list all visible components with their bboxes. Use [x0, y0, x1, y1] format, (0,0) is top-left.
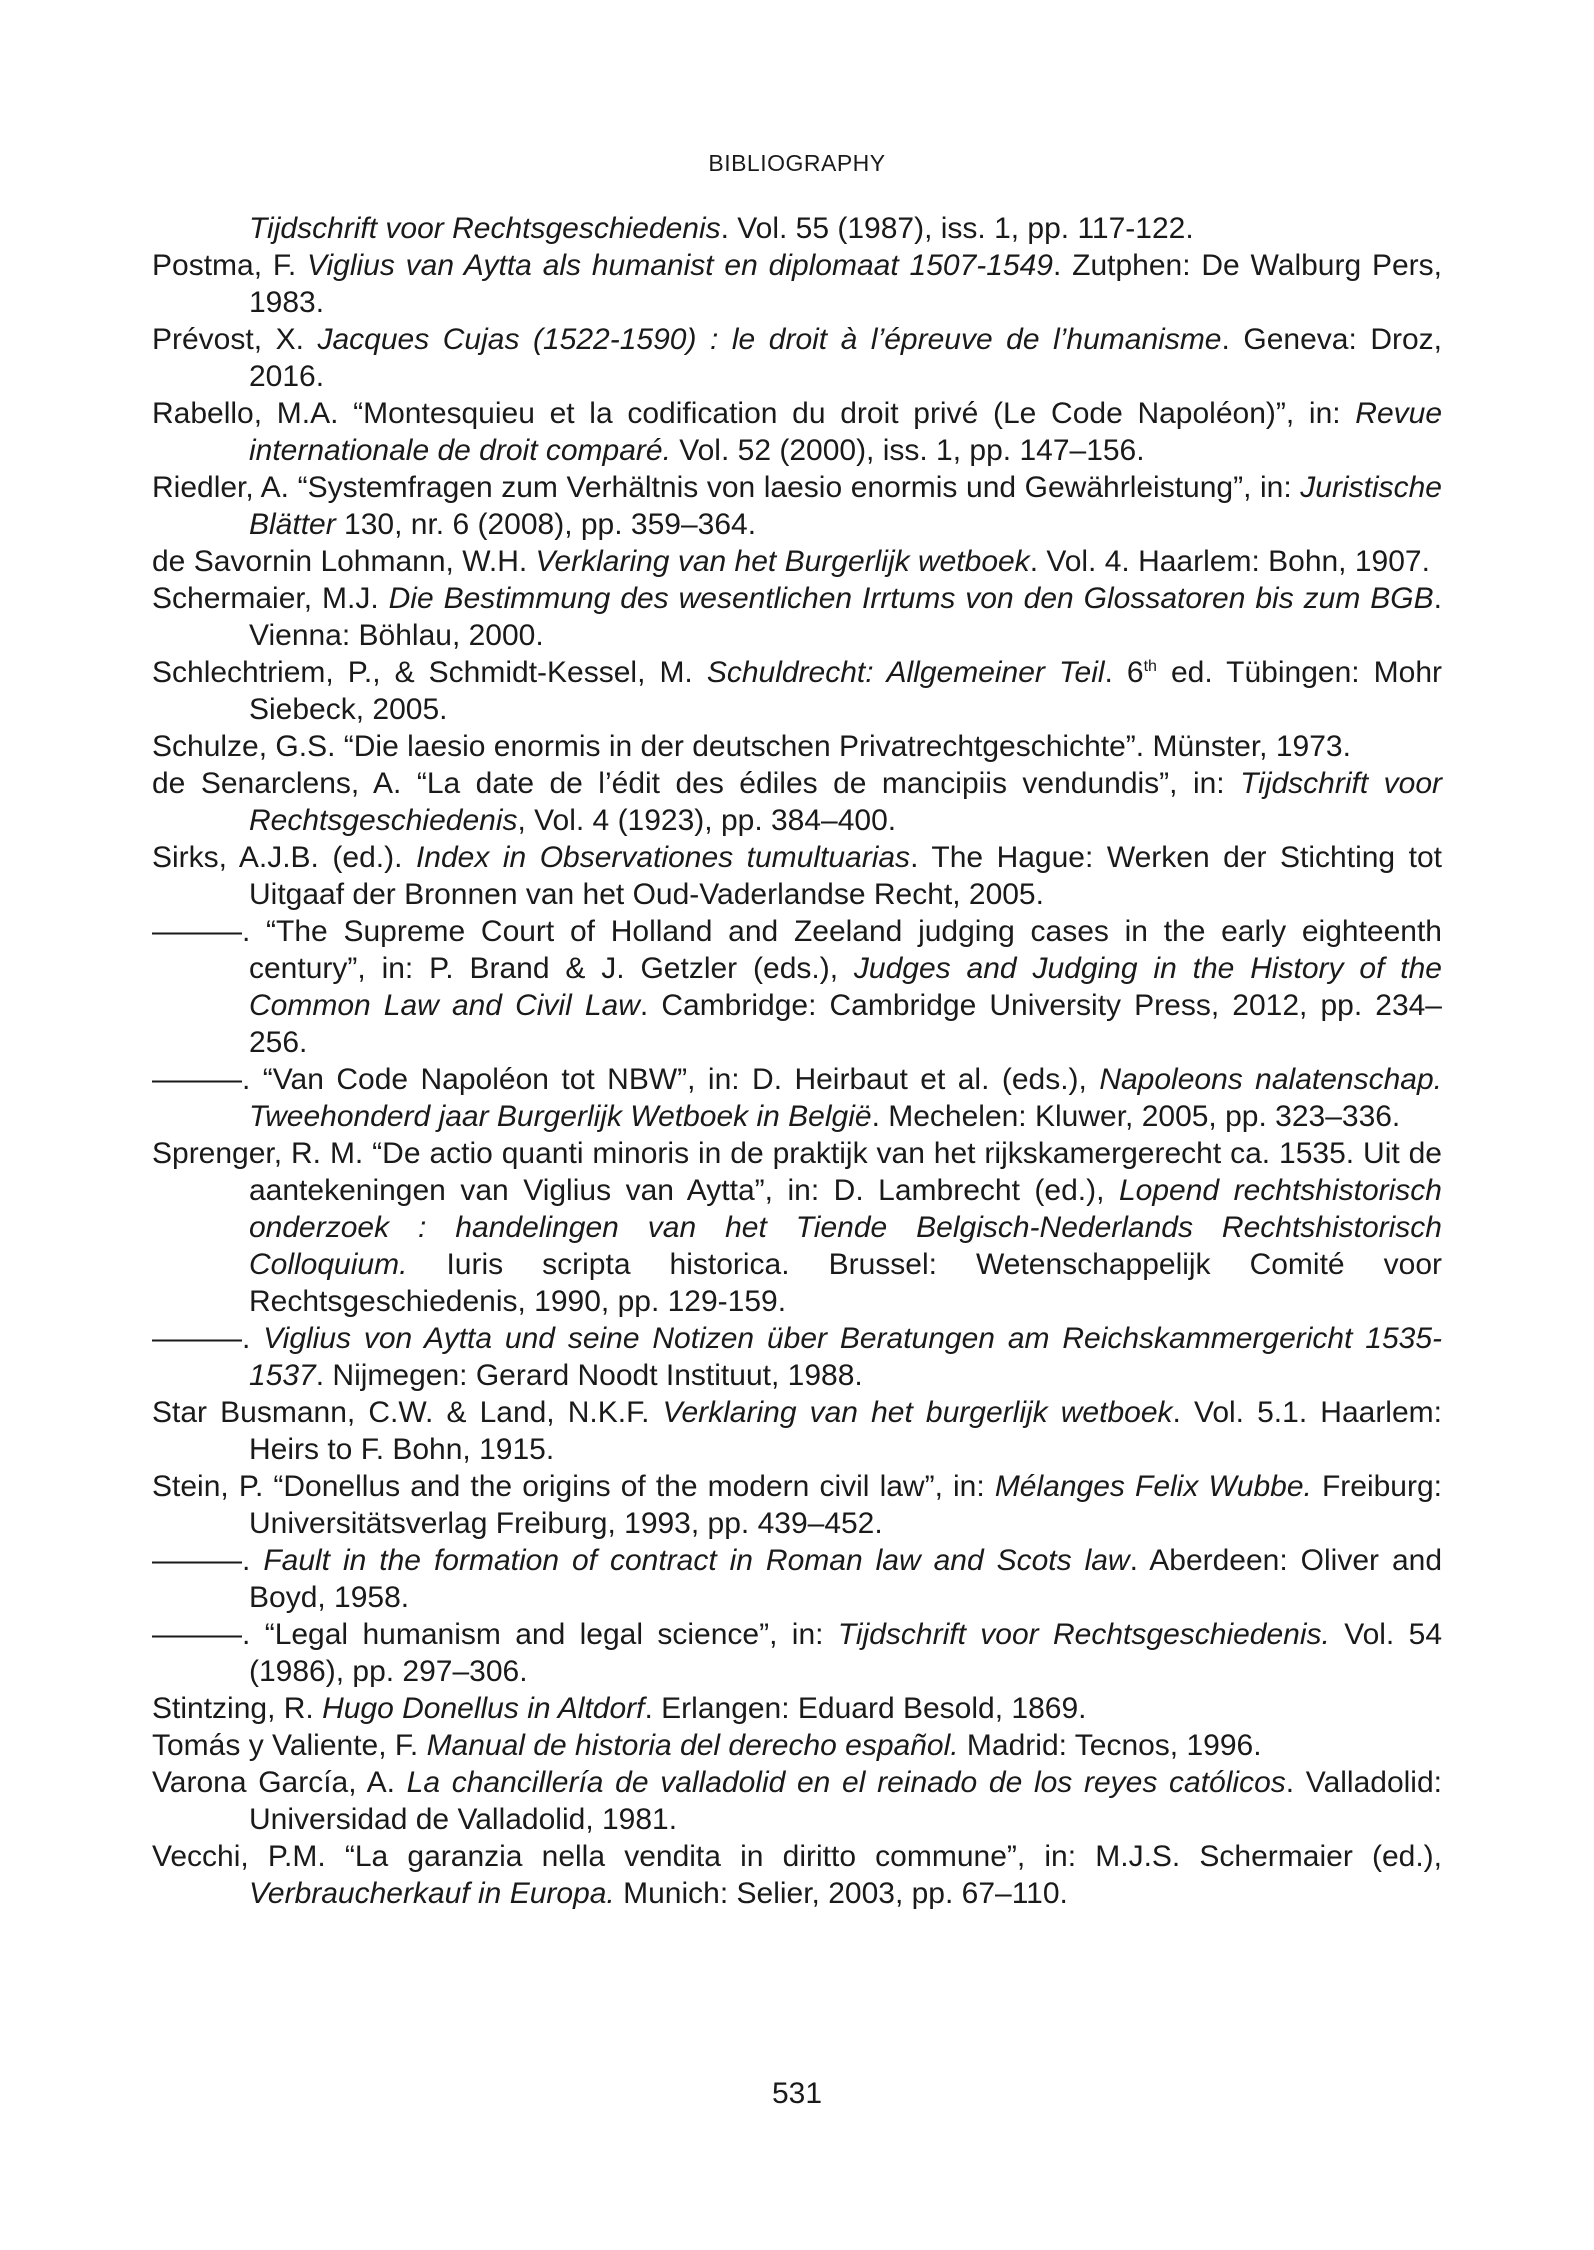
bibliography-entry [152, 1468, 1442, 1542]
bibliography-list [152, 210, 1442, 1912]
entry-segment: Stintzing, R. [152, 1692, 323, 1725]
bibliography-entry [152, 580, 1442, 654]
entry-segment: ———. [152, 1322, 264, 1355]
entry-segment: Schermaier, M.J. [152, 582, 389, 615]
entry-segment: Prévost, X. [152, 323, 318, 356]
bibliography-entry [152, 1320, 1442, 1394]
entry-segment: ———. “The Supreme Court of Holland and Zeeland judging cases in the early eighteenth century”, in: P. Brand & J. Getzler (eds.), [152, 915, 1442, 985]
entry-segment: . The Hague: Werken der Stichting tot Uitgaaf der Bronnen van het Oud-Vaderlandse Recht, 2005. [249, 841, 1442, 911]
entry-segment: . Mechelen: Kluwer, 2005, pp. 323–336. [871, 1100, 1401, 1133]
entry-segment: Schuldrecht: Allgemeiner Teil [706, 656, 1105, 689]
entry-segment: Stein, P. “Donellus and the origins of the modern civil law”, in: [152, 1470, 995, 1503]
bibliography-entry [152, 210, 1442, 247]
bibliography-entry [152, 1061, 1442, 1135]
entry-segment: Napoleons nalatenschap. Tweehonderd jaar Burgerlijk Wetboek in België [249, 1063, 1442, 1133]
bibliography-entry [152, 1838, 1442, 1912]
entry-segment: ———. [152, 1544, 264, 1577]
bibliography-entry [152, 765, 1442, 839]
entry-segment: . Cambridge: Cambridge University Press, 2012, pp. 234–256. [249, 989, 1442, 1059]
bibliography-entry [152, 395, 1442, 469]
entry-segment: . Geneva: Droz, 2016. [249, 323, 1443, 393]
entry-segment: . Vol. 55 (1987), iss. 1, pp. 117-122. [720, 212, 1194, 245]
entry-segment: . Aberdeen: Oliver and Boyd, 1958. [249, 1544, 1443, 1614]
bibliography-entry [152, 654, 1442, 728]
entry-segment: Verbraucherkauf in Europa. [249, 1877, 615, 1910]
entry-segment: Riedler, A. “Systemfragen zum Verhältnis von laesio enormis und Gewährleistung”, in: [152, 471, 1301, 504]
entry-segment: Verklaring van het Burgerlijk wetboek [535, 545, 1030, 578]
entry-segment: Vol. 52 (2000), iss. 1, pp. 147–156. [670, 434, 1145, 467]
superscript-ordinal: th [1143, 658, 1157, 675]
entry-segment: . Zutphen: De Walburg Pers, 1983. [249, 249, 1442, 319]
bibliography-entry [152, 913, 1442, 1061]
bibliography-entry [152, 1135, 1442, 1320]
entry-segment: Viglius van Aytta als humanist en diplomaat 1507-1549 [307, 249, 1053, 282]
page-number: 531 [771, 2077, 823, 2110]
entry-segment: Die Bestimmung des wesentlichen Irrtums von den Glossatoren bis zum BGB [388, 582, 1434, 615]
bibliography-entry [152, 728, 1442, 765]
entry-segment: ———. “Legal humanism and legal science”, in: [152, 1618, 838, 1651]
entry-segment: Iuris scripta historica. Brussel: Wetenschappelijk Comité voor Rechtsgeschiedenis, 1990, pp. 129-159. [249, 1248, 1442, 1318]
entry-segment: Hugo Donellus in Altdorf [322, 1692, 645, 1725]
entry-segment: ed. Tübingen: Mohr Siebeck, 2005. [249, 656, 1442, 726]
entry-segment: . Valladolid: Universidad de Valladolid, 1981. [249, 1766, 1442, 1836]
entry-segment: Vecchi, P.M. “La garanzia nella vendita in diritto commune”, in: M.J.S. Schermaier (ed.), [152, 1840, 1442, 1873]
entry-segment: Viglius von Aytta und seine Notizen über Beratungen am Reichskammergericht 1535-1537 [249, 1322, 1443, 1392]
entry-segment: Madrid: Tecnos, 1996. [958, 1729, 1262, 1762]
bibliography-entry [152, 1727, 1442, 1764]
entry-segment: 130, nr. 6 (2008), pp. 359–364. [335, 508, 757, 541]
entry-segment: . 6 [1104, 656, 1144, 689]
bibliography-entry [152, 1542, 1442, 1616]
entry-segment: Judges and Judging in the History of the Common Law and Civil Law [249, 952, 1442, 1022]
entry-segment: Tijdschrift voor Rechtsgeschiedenis. [837, 1618, 1330, 1651]
bibliography-entry [152, 469, 1442, 543]
entry-segment: La chancillería de valladolid en el reinado de los reyes católicos [406, 1766, 1286, 1799]
entry-segment: Tomás y Valiente, F. [152, 1729, 427, 1762]
entry-segment: Revue internationale de droit comparé. [249, 397, 1442, 467]
entry-segment: Sprenger, R. M. “De actio quanti minoris in de praktijk van het rijkskamergerecht ca. 1535. Uit de aantekeningen van Viglius van Aytta”, in: D. Lambrecht (ed.), [152, 1137, 1442, 1207]
bibliography-entry [152, 839, 1442, 913]
entry-segment: . Nijmegen: Gerard Noodt Instituut, 1988. [315, 1359, 863, 1392]
entry-segment: Rabello, M.A. “Montesquieu et la codification du droit privé (Le Code Napoléon)”, in: [152, 397, 1356, 430]
entry-segment: . Vol. 4. Haarlem: Bohn, 1907. [1029, 545, 1430, 578]
entry-segment: Verklaring van het burgerlijk wetboek [662, 1396, 1173, 1429]
bibliography-entry [152, 1616, 1442, 1690]
entry-segment: Munich: Selier, 2003, pp. 67–110. [614, 1877, 1068, 1910]
bibliography-entry [152, 1394, 1442, 1468]
entry-segment: Varona García, A. [152, 1766, 407, 1799]
entry-segment: de Savornin Lohmann, W.H. [152, 545, 536, 578]
entry-segment: de Senarclens, A. “La date de l’édit des édiles de mancipiis vendundis”, in: [152, 767, 1241, 800]
bibliography-entry [152, 247, 1442, 321]
bibliography-entry [152, 1764, 1442, 1838]
entry-segment: Tijdschrift voor Rechtsgeschiedenis [249, 767, 1442, 837]
bibliography-entry [152, 1690, 1442, 1727]
entry-segment: Jacques Cujas (1522-1590) : le droit à l’épreuve de l’humanisme [317, 323, 1222, 356]
bibliography-entry [152, 543, 1442, 580]
entry-segment: Freiburg: Universitätsverlag Freiburg, 1993, pp. 439–452. [249, 1470, 1442, 1540]
entry-segment: Sirks, A.J.B. (ed.). [152, 841, 416, 874]
entry-segment: Schulze, G.S. “Die laesio enormis in der deutschen Privatrechtgeschichte”. Münster, 1973. [152, 730, 1351, 763]
entry-segment: . Vol. 5.1. Haarlem: Heirs to F. Bohn, 1915. [249, 1396, 1442, 1466]
entry-segment: Postma, F. [152, 249, 308, 282]
entry-segment: Fault in the formation of contract in Roman law and Scots law [263, 1544, 1130, 1577]
entry-segment: Mélanges Felix Wubbe. [994, 1470, 1312, 1503]
entry-segment: Vol. 54 (1986), pp. 297–306. [249, 1618, 1442, 1688]
entry-segment: Lopend rechtshistorisch onderzoek : handelingen van het Tiende Belgisch-Nederlands Rechtshistorisch Colloquium. [249, 1174, 1442, 1281]
entry-segment: ———. “Van Code Napoléon tot NBW”, in: D. Heirbaut et al. (eds.), [152, 1063, 1100, 1096]
entry-segment: . Erlangen: Eduard Besold, 1869. [644, 1692, 1087, 1725]
running-head: BIBLIOGRAPHY [708, 150, 886, 176]
entry-segment: . Vienna: Böhlau, 2000. [249, 582, 1442, 652]
entry-segment: Tijdschrift voor Rechtsgeschiedenis [249, 212, 721, 245]
entry-segment: Index in Observationes tumultuarias [415, 841, 911, 874]
bibliography-entry [152, 321, 1442, 395]
entry-segment: Star Busmann, C.W. & Land, N.K.F. [152, 1396, 663, 1429]
entry-segment: Juristische Blätter [249, 471, 1442, 541]
entry-segment: Manual de historia del derecho español. [426, 1729, 959, 1762]
entry-segment: Schlechtriem, P., & Schmidt-Kessel, M. [152, 656, 707, 689]
entry-segment: , Vol. 4 (1923), pp. 384–400. [517, 804, 897, 837]
